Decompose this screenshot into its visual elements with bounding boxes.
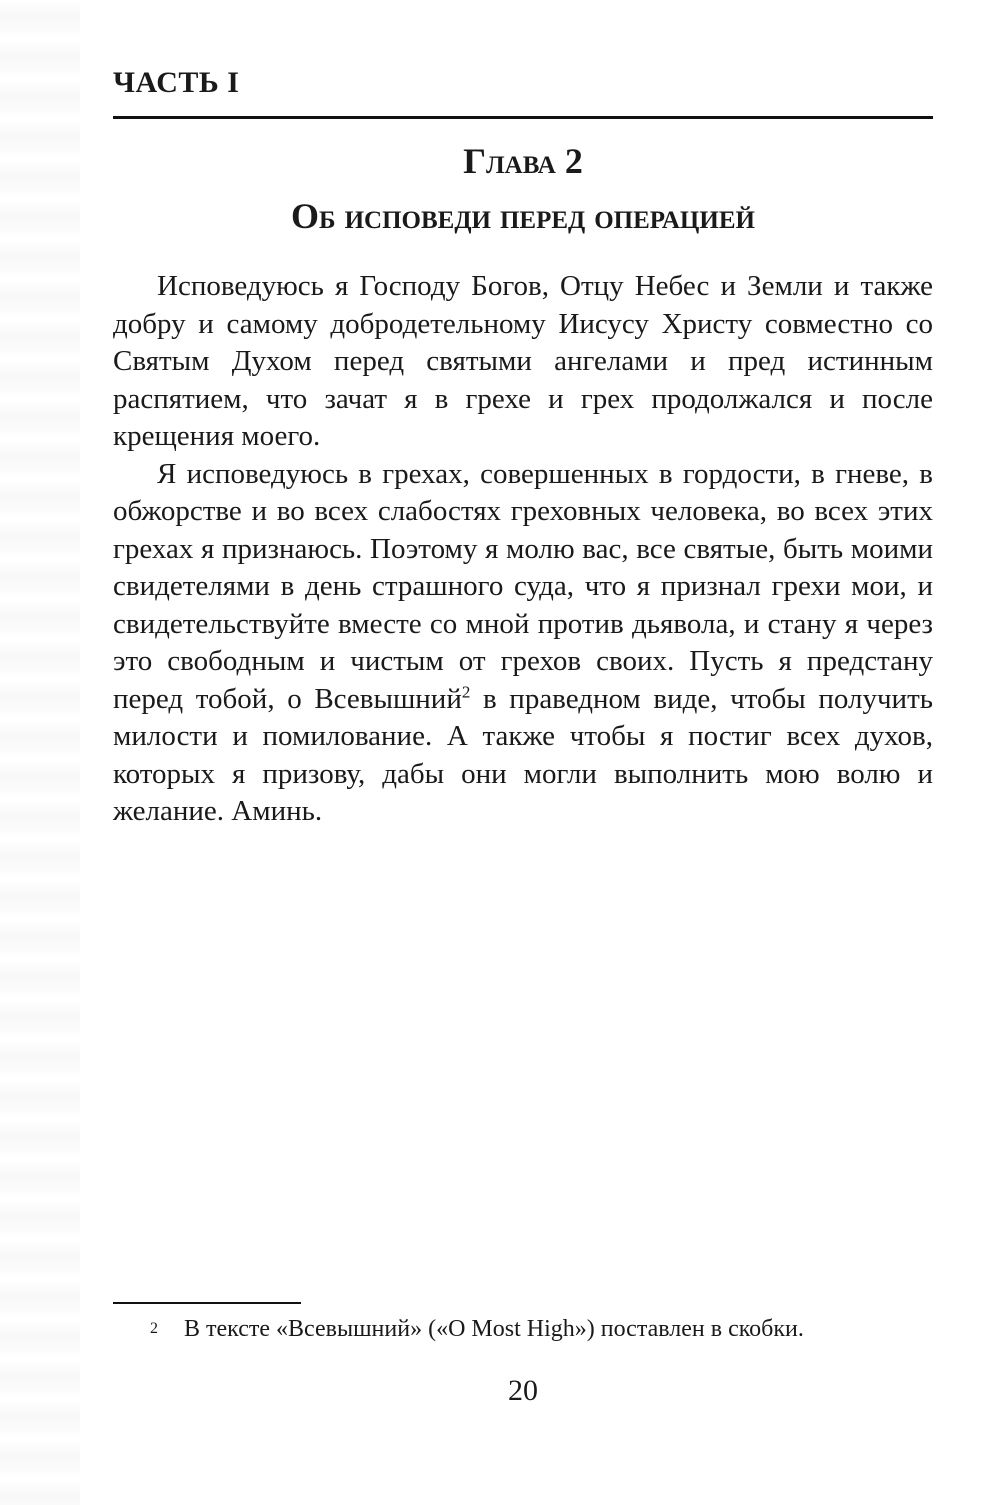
footnote — [150, 1314, 930, 1344]
body-text — [113, 268, 933, 831]
header-rule — [113, 116, 933, 119]
chapter-title: Об исповеди перед операцией — [291, 196, 755, 236]
footnote-text: В тексте «Всевышний» («O Most High») поставлен в скобки. — [184, 1316, 804, 1342]
running-head: ЧАСТЬ I — [113, 66, 240, 99]
paragraph-2-part-2: в праведном виде, чтобы получить милости и помилование. А также чтобы я постиг всех духов, которых я призову, дабы они могли выполнить мою волю и желание. Аминь. — [113, 682, 933, 827]
footnote-rule — [113, 1302, 301, 1304]
margin-bleed-through — [0, 0, 80, 1505]
chapter-number: Глава 2 — [463, 141, 583, 181]
paragraph-2-part-1: Я исповедуюсь в грехах, совершенных в гордости, в гневе, в обжорстве и во всех слабостях греховных человека, во всех этих грехах я признаюсь. Поэтому я молю вас, все святые, быть моими свидетелями в день страшного суда, что я признал грехи мои, и свидетельствуйте вместе со мной против дьявола, и стану я через это свободным и чистым от грехов своих. Пусть я предстану перед тобой, о Всевышний — [113, 457, 933, 715]
paragraph-1: Исповедуюсь я Господу Богов, Отцу Небес и Земли и также добру и самому добродетельному Иисусу Христу совместно со Святым Духом перед святыми ангелами и пред истинным распятием, что зачат я в грехе и грех продолжался и после крещения моего. — [113, 270, 933, 452]
page-number: 20 — [508, 1374, 538, 1407]
footnote-reference: 2 — [461, 681, 471, 701]
footnote-mark: 2 — [150, 1320, 158, 1337]
paragraph-2 — [113, 456, 933, 831]
